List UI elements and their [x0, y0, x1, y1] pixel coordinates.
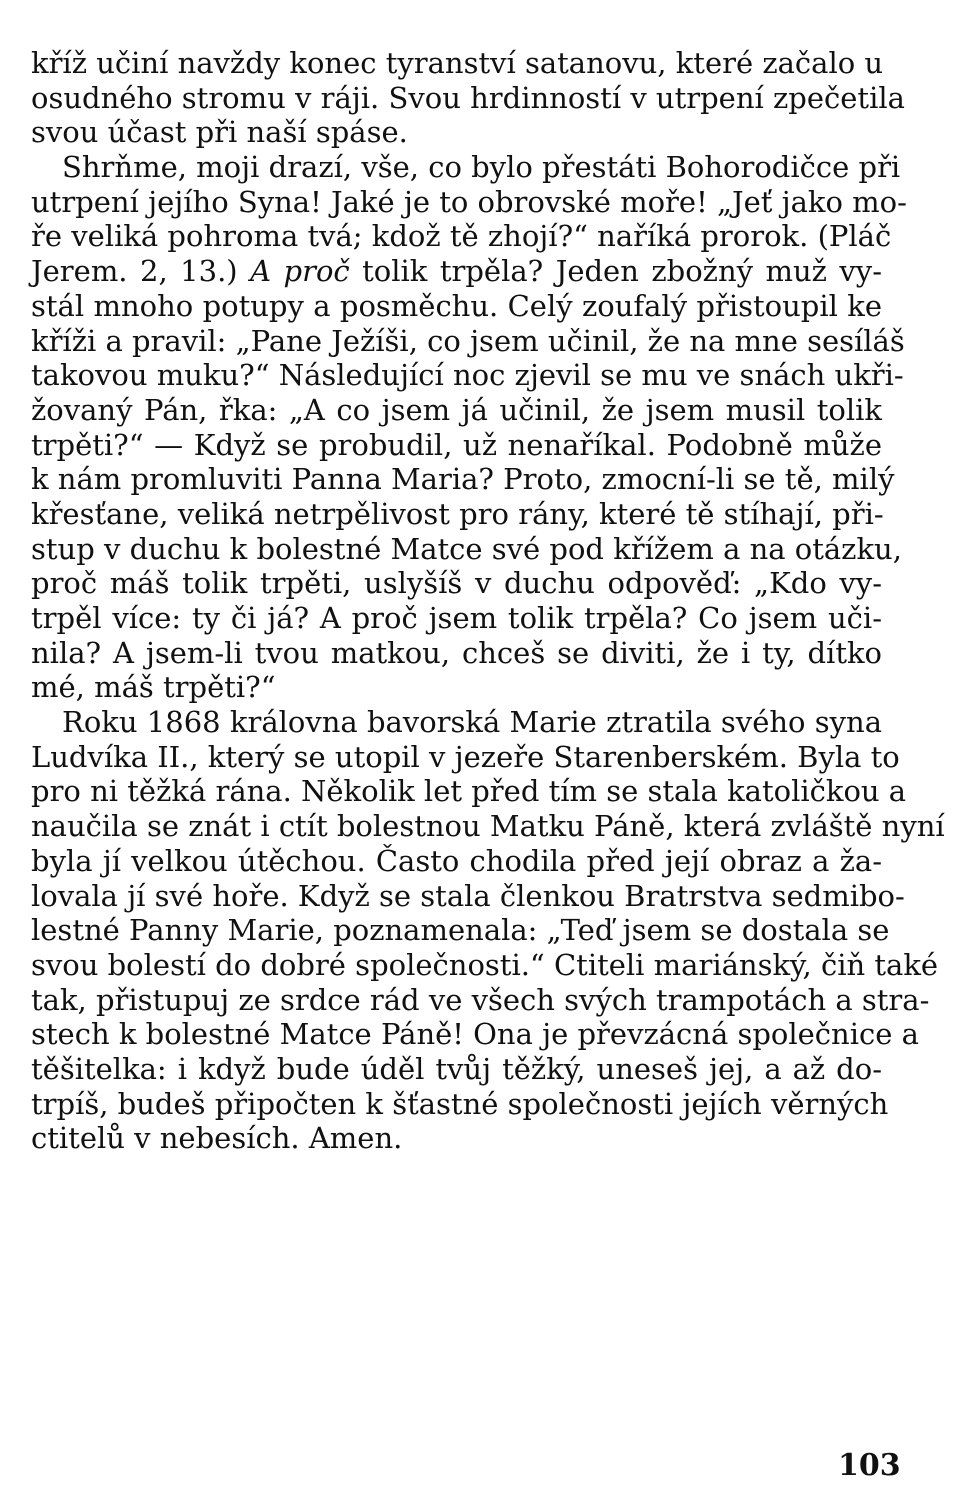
- italic-phrase: A proč: [250, 254, 350, 289]
- text-line: utrpení jejího Syna! Jaké je to obrovské moře! „Jeť jako mo-: [31, 184, 907, 219]
- text-line: lestné Panny Marie, poznamenala: „Teď jsem se dostala se: [31, 913, 890, 948]
- text-line: Ludvíka II., který se utopil v jezeře Starenberském. Byla to: [31, 739, 900, 774]
- text-line: stech k bolestné Matce Páně! Ona je převzácná společnice a: [31, 1017, 919, 1052]
- text-line: ctitelů v nebesích. Amen.: [31, 1121, 403, 1156]
- text-line: kříži a pravil: „Pane Ježíši, co jsem učinil, že na mne sesíláš: [31, 323, 905, 358]
- paragraph-3: [31, 705, 945, 1156]
- text-line: trpěti?“ — Když se probudil, už nenaříkal. Podobně může: [31, 427, 882, 462]
- text-line: lovala jí své hoře. Když se stala členkou Bratrstva sedmibo-: [31, 878, 905, 913]
- text-line: mé, máš trpěti?“: [31, 670, 276, 705]
- text-line: proč máš tolik trpěti, uslyšíš v duchu odpověď: „Kdo vy-: [31, 566, 882, 601]
- text-line: trpíš, budeš připočten k šťastné společnosti jejích věrných: [31, 1086, 889, 1121]
- text-line: Roku 1868 královna bavorská Marie ztratila svého syna: [62, 705, 882, 740]
- text-line: křesťane, veliká netrpělivost pro rány, které tě stíhají, při-: [31, 496, 884, 531]
- text-line: svou bolestí do dobré společnosti.“ Ctiteli mariánský, čiň také: [31, 947, 939, 982]
- text-line: stup v duchu k bolestné Matce své pod křížem a na otázku,: [31, 531, 902, 566]
- text-line: pro ni těžká rána. Několik let před tím se stala katoličkou a: [31, 774, 907, 809]
- page-text: [31, 46, 945, 1156]
- text-line: k nám promluviti Panna Maria? Proto, zmocní-li se tě, milý: [31, 462, 895, 497]
- text-line: tak, přistupuj ze srdce rád ve všech svých trampotách a stra-: [31, 982, 930, 1017]
- text-segment: Jerem. 2, 13.): [31, 254, 251, 289]
- text-line: těšitelka: i když bude úděl tvůj těžký, uneseš jej, a až do-: [31, 1051, 882, 1086]
- text-segment: tolik trpěla? Jeden zbožný muž vy-: [349, 254, 882, 289]
- text-line: byla jí velkou útěchou. Často chodila před její obraz a ža-: [31, 843, 882, 878]
- text-line-with-italic: [31, 254, 882, 289]
- text-line: kříž učiní navždy konec tyranství satanovu, které začalo u: [31, 46, 884, 80]
- paragraph-1: [31, 46, 905, 150]
- text-line: stál mnoho potupy a posměchu. Celý zoufalý přistoupil ke: [31, 288, 882, 323]
- text-line: svou účast při naší spáse.: [31, 115, 408, 150]
- text-line: naučila se znát i ctít bolestnou Matku Páně, která zvláště nyní: [31, 809, 945, 844]
- text-line: trpěl více: ty či já? A proč jsem tolik trpěla? Co jsem uči-: [31, 601, 882, 635]
- text-line: osudného stromu v ráji. Svou hrdinností v utrpení zpečetila: [31, 80, 905, 115]
- text-line: ře veliká pohroma tvá; kdož tě zhojí?“ naříká prorok. (Pláč: [31, 219, 892, 254]
- text-line: nila? A jsem-li tvou matkou, chceš se diviti, že i ty, dítko: [31, 635, 882, 670]
- text-line: Shrňme, moji drazí, vše, co bylo přestáti Bohorodičce při: [62, 150, 901, 185]
- text-line: takovou muku?“ Následující noc zjevil se mu ve snách ukři-: [31, 358, 904, 393]
- text-line: žovaný Pán, řka: „A co jsem já učinil, že jsem musil tolik: [31, 392, 882, 427]
- paragraph-2: [31, 150, 907, 705]
- page-number: 103: [838, 1448, 901, 1483]
